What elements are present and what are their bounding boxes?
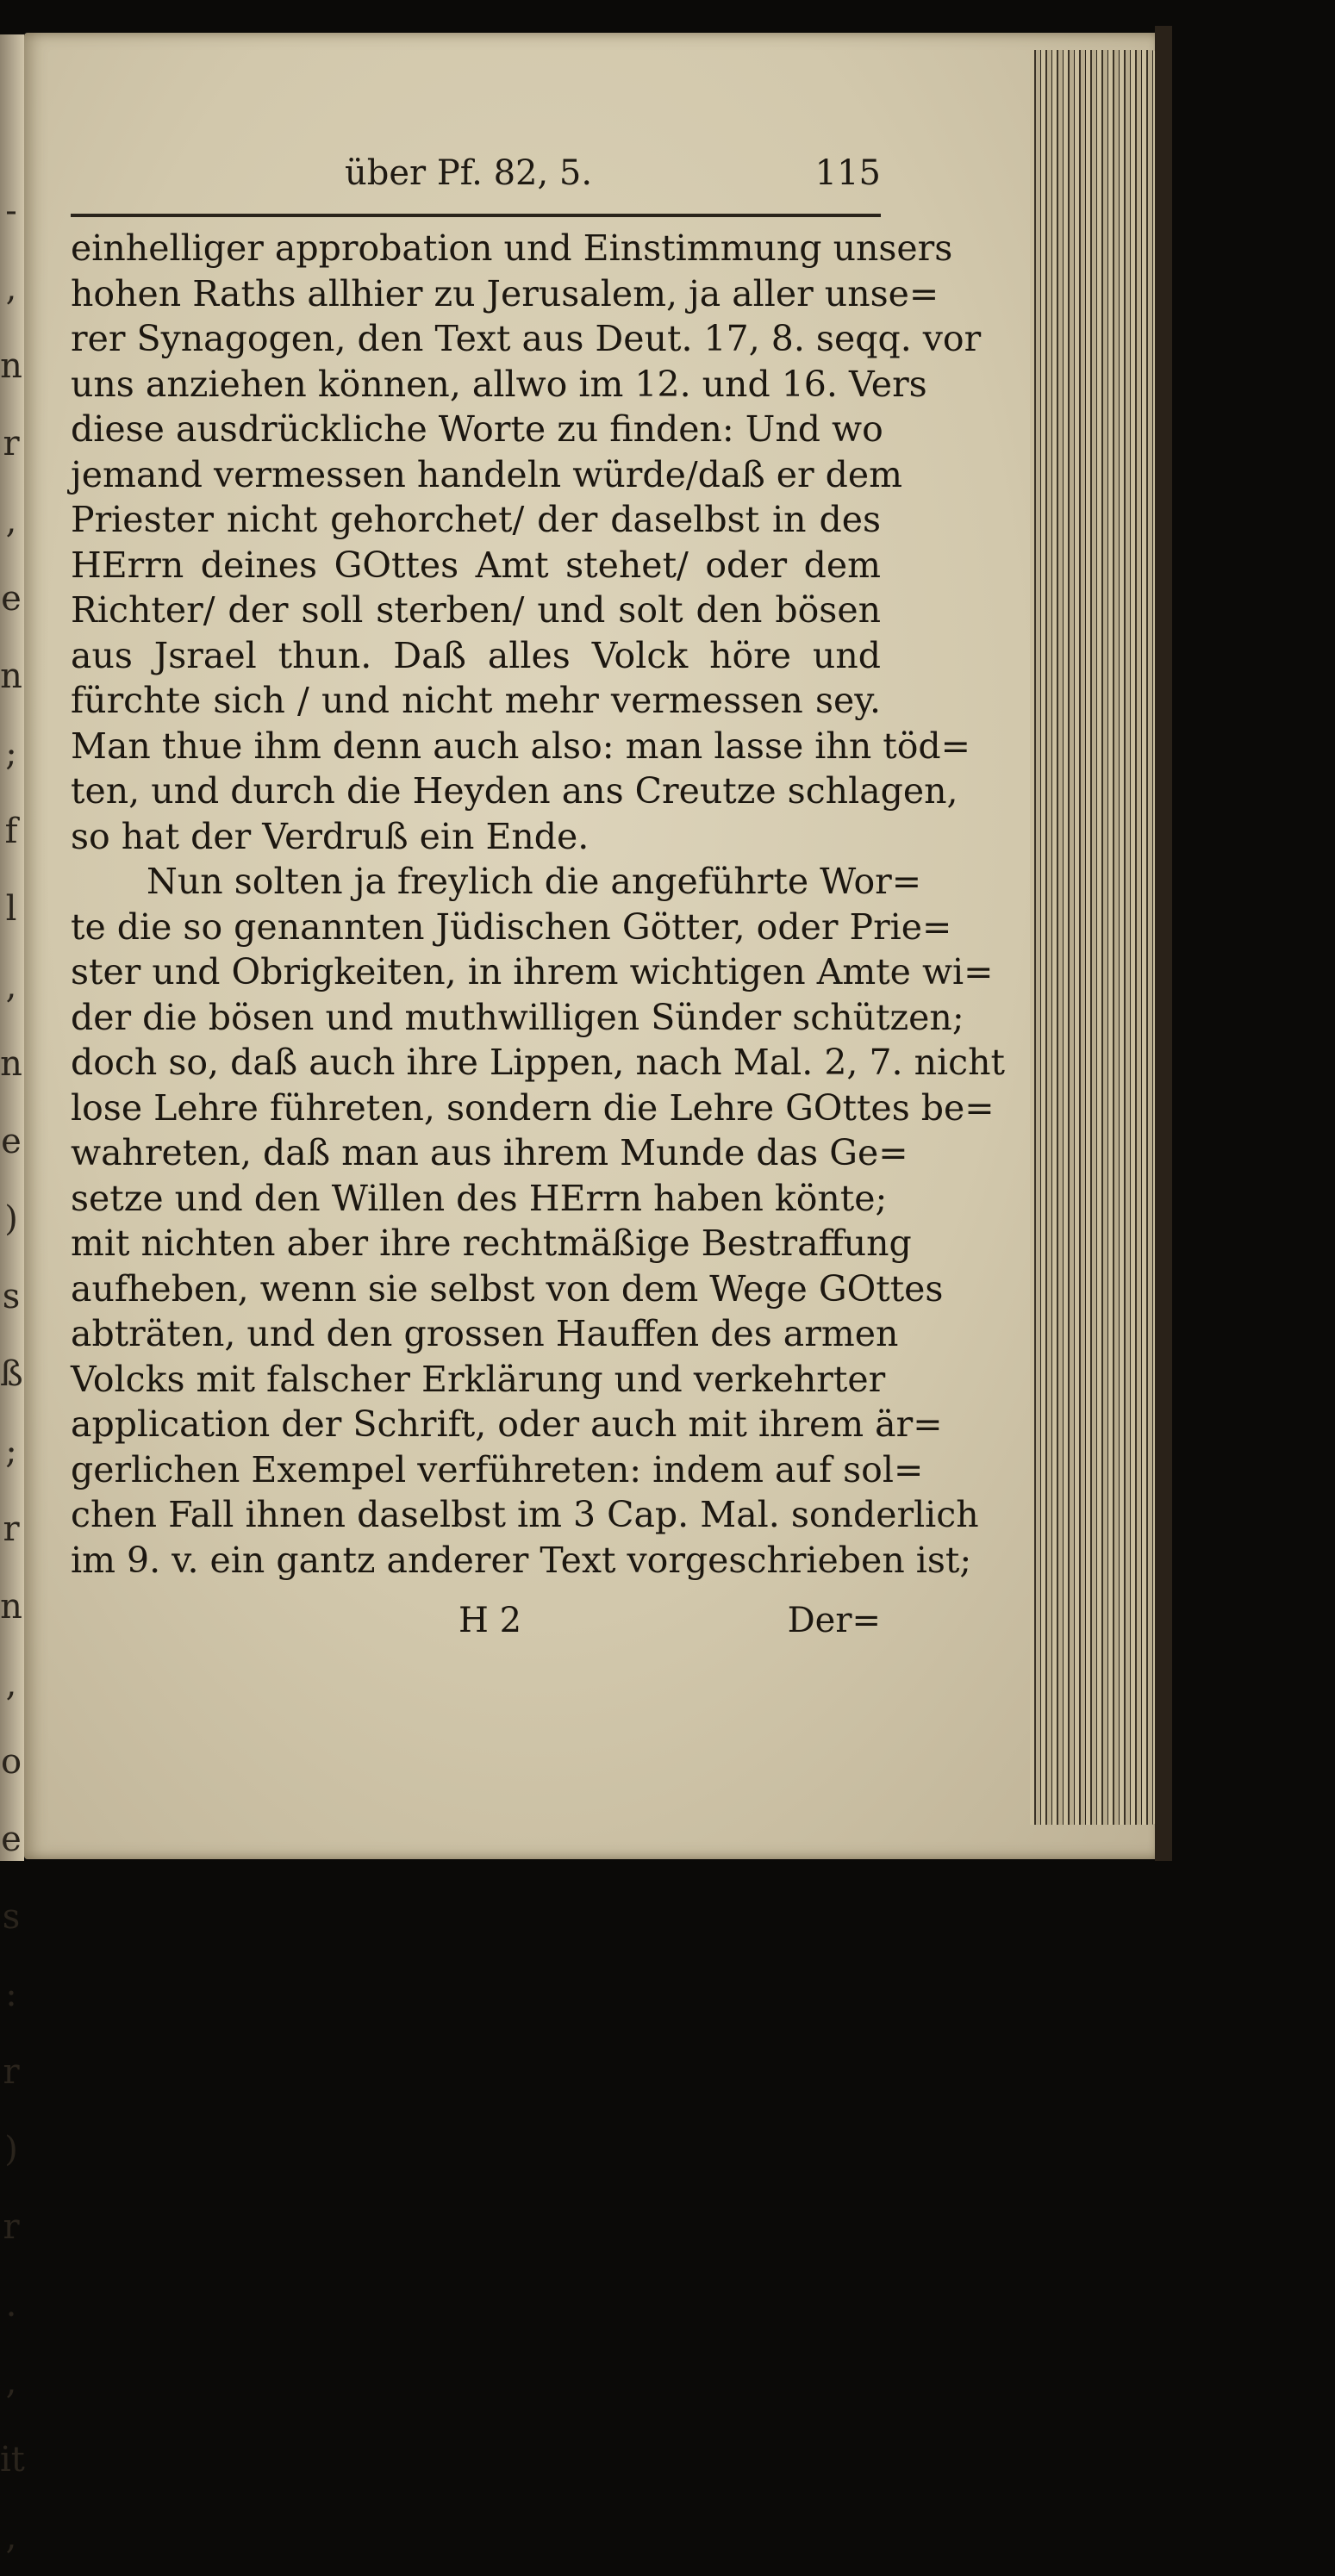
- text-line: Priester nicht gehorchet/ der daselbst in des: [71, 499, 881, 540]
- text-line: te die so genannten Jüdischen Götter, oder Prie=: [71, 905, 952, 948]
- text-line: lose Lehre führeten, sondern die Lehre GOttes be=: [71, 1086, 995, 1129]
- page-number: 115: [814, 153, 881, 193]
- signature-mark: H 2: [459, 1601, 522, 1640]
- text-line: diese ausdrückliche Worte zu finden: Und wo: [71, 408, 883, 450]
- text-line: rer Synagogen, den Text aus Deut. 17, 8. seqq. vor: [71, 318, 982, 359]
- running-title: über Pf. 82, 5.: [345, 153, 593, 193]
- text-line: abträten, und den grossen Hauffen des armen: [71, 1313, 899, 1354]
- text-line: ster und Obrigkeiten, in ihrem wichtigen Amte wi=: [71, 951, 994, 992]
- paragraph-1: [71, 226, 982, 859]
- text-line: gerlichen Exempel verführeten: indem auf sol=: [71, 1448, 924, 1490]
- page-footer: [71, 1601, 881, 1649]
- text-line: jemand vermessen handeln würde/daß er dem: [71, 453, 903, 495]
- text-line: uns anziehen können, allwo im 12. und 16. Vers: [71, 363, 927, 405]
- text-line: aus Jsrael thun. Daß alles Volck höre und: [71, 634, 881, 676]
- text-line: setze und den Willen des HErrn haben könte;: [71, 1177, 888, 1219]
- facing-page-fragments: - , n r , e n ; f l , n e ) s ß ; r n , o e s : r ) r . , it ,: [0, 191, 25, 2557]
- text-line: einhelliger approbation und Einstimmung unsers: [71, 227, 953, 269]
- text-line: HErrn deines GOttes Amt stehet/ oder dem: [71, 544, 881, 586]
- catchword: Der=: [787, 1601, 881, 1640]
- text-line: doch so, daß auch ihre Lippen, nach Mal. 2, 7. nicht: [71, 1042, 1005, 1083]
- text-line: chen Fall ihnen daselbst im 3 Cap. Mal. sonderlich: [71, 1494, 979, 1535]
- text-line: so hat der Verdruß ein Ende.: [71, 815, 590, 857]
- header-rule: [71, 214, 881, 217]
- text-line: Nun solten ja freylich die angeführte Wor=: [147, 861, 922, 902]
- page-edges: [1030, 50, 1159, 1825]
- text-line: ten, und durch die Heyden ans Creutze schlagen,: [71, 770, 958, 812]
- body-text: [71, 226, 1005, 1583]
- paragraph-2: [71, 859, 1005, 1583]
- text-line: Volcks mit falscher Erklärung und verkehrter: [71, 1358, 886, 1400]
- text-line: Man thue ihm denn auch also: man lasse ihn töd=: [71, 725, 971, 767]
- book-cover-edge: [1155, 26, 1172, 1861]
- text-line: im 9. v. ein gantz anderer Text vorgeschrieben ist;: [71, 1539, 972, 1581]
- text-line: Richter/ der soll sterben/ und solt den bösen: [71, 589, 881, 631]
- page-header: [71, 153, 881, 205]
- text-line: wahreten, daß man aus ihrem Munde das Ge=: [71, 1132, 908, 1173]
- text-line: der die bösen und muthwilligen Sünder schützen;: [71, 996, 964, 1038]
- text-line: fürchte sich / und nicht mehr vermessen sey.: [71, 680, 881, 721]
- text-line: application der Schrift, oder auch mit ihrem är=: [71, 1403, 943, 1445]
- text-line: aufheben, wenn sie selbst von dem Wege GOttes: [71, 1267, 944, 1310]
- text-line: hohen Raths allhier zu Jerusalem, ja aller unse=: [71, 272, 939, 314]
- text-line: mit nichten aber ihre rechtmäßige Bestraffung: [71, 1223, 912, 1264]
